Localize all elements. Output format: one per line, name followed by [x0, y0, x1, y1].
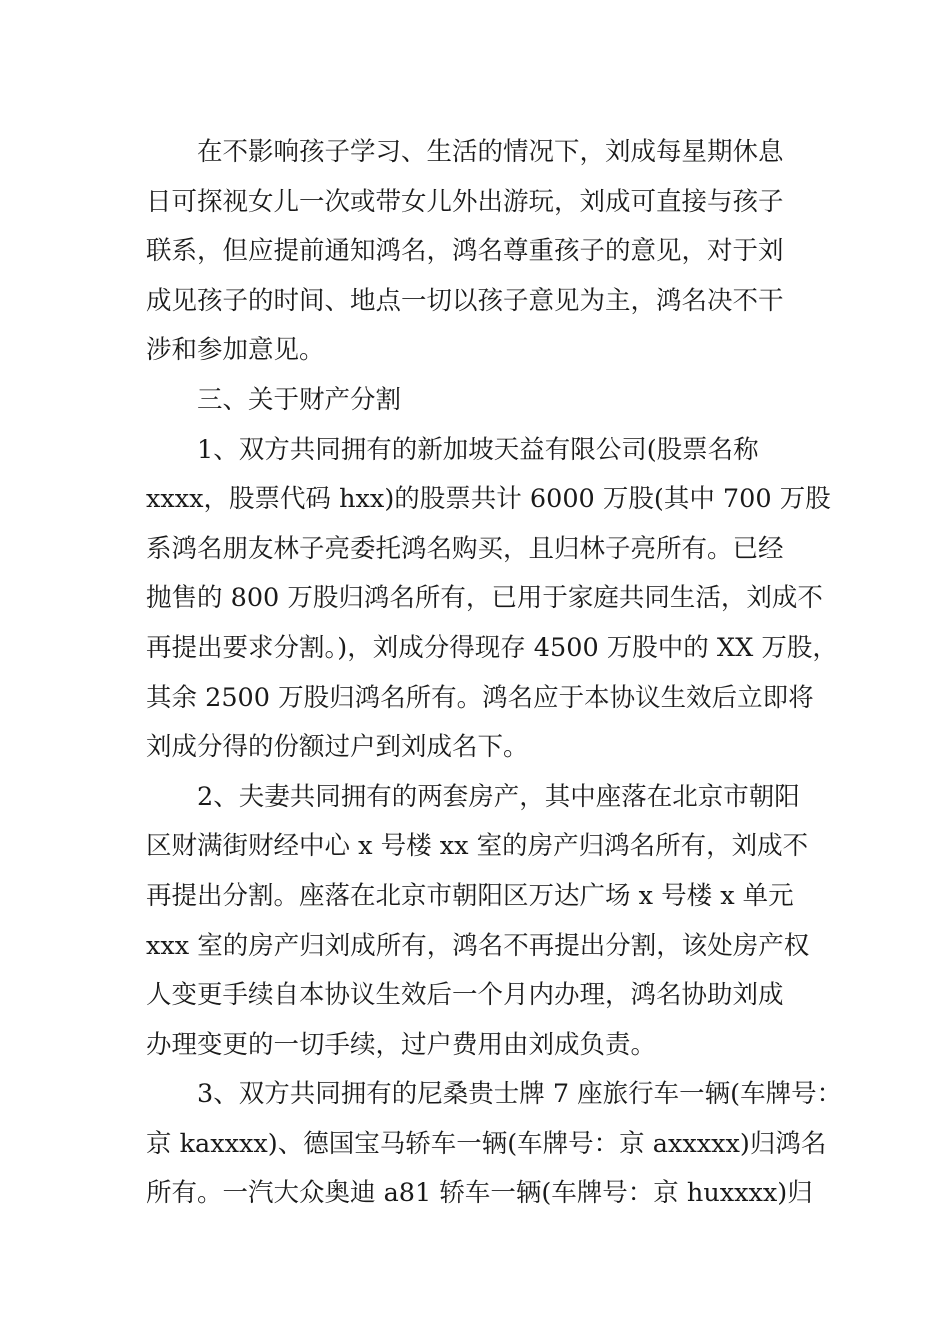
paragraph-visitation — [146, 128, 826, 376]
text-line: 1、双方共同拥有的新加坡天益有限公司(股票名称 — [146, 434, 759, 465]
text-line: 抛售的 800 万股归鸿名所有，已用于家庭共同生活，刘成不 — [146, 583, 823, 614]
text-line: xxxx，股票代码 hxx)的股票共计 6000 万股(其中 700 万股 — [146, 484, 831, 515]
text-line: 3、双方共同拥有的尼桑贵士牌 7 座旅行车一辆(车牌号： — [146, 1079, 843, 1110]
paragraph-real-estate — [146, 773, 826, 1071]
text-line: 涉和参加意见。 — [146, 335, 325, 366]
text-line: 再提出要求分割。)，刘成分得现存 4500 万股中的 XX 万股， — [146, 632, 838, 663]
text-line: 2、夫妻共同拥有的两套房产，其中座落在北京市朝阳 — [146, 781, 800, 812]
text-line: 其余 2500 万股归鸿名所有。鸿名应于本协议生效后立即将 — [146, 682, 814, 713]
text-line: 日可探视女儿一次或带女儿外出游玩，刘成可直接与孩子 — [146, 186, 784, 217]
text-line: 京 kaxxxx)、德国宝马轿车一辆(车牌号：京 axxxxx)归鸿名 — [146, 1128, 827, 1159]
text-line: 成见孩子的时间、地点一切以孩子意见为主，鸿名决不干 — [146, 285, 784, 316]
text-line: 区财满街财经中心 x 号楼 xx 室的房产归鸿名所有，刘成不 — [146, 831, 809, 862]
text-line: 在不影响孩子学习、生活的情况下，刘成每星期休息 — [146, 137, 784, 167]
section-heading: 三、关于财产分割 — [146, 384, 402, 415]
text-line: xxx 室的房产归刘成所有，鸿名不再提出分割，该处房产权 — [146, 930, 810, 961]
text-line: 所有。一汽大众奥迪 a81 轿车一辆(车牌号：京 huxxxx)归 — [146, 1178, 813, 1209]
text-line: 联系，但应提前通知鸿名，鸿名尊重孩子的意见，对于刘 — [146, 236, 784, 267]
text-line: 系鸿名朋友林子亮委托鸿名购买，且归林子亮所有。已经 — [146, 533, 784, 564]
section-heading-property — [146, 376, 826, 426]
text-line: 办理变更的一切手续，过户费用由刘成负责。 — [146, 1029, 657, 1060]
text-line: 再提出分割。座落在北京市朝阳区万达广场 x 号楼 x 单元 — [146, 880, 794, 911]
paragraph-stocks — [146, 426, 838, 773]
text-line: 刘成分得的份额过户到刘成名下。 — [146, 732, 529, 763]
text-line: 人变更手续自本协议生效后一个月内办理，鸿名协助刘成 — [146, 980, 784, 1011]
document-body — [146, 128, 843, 1219]
paragraph-vehicles — [146, 1070, 843, 1219]
